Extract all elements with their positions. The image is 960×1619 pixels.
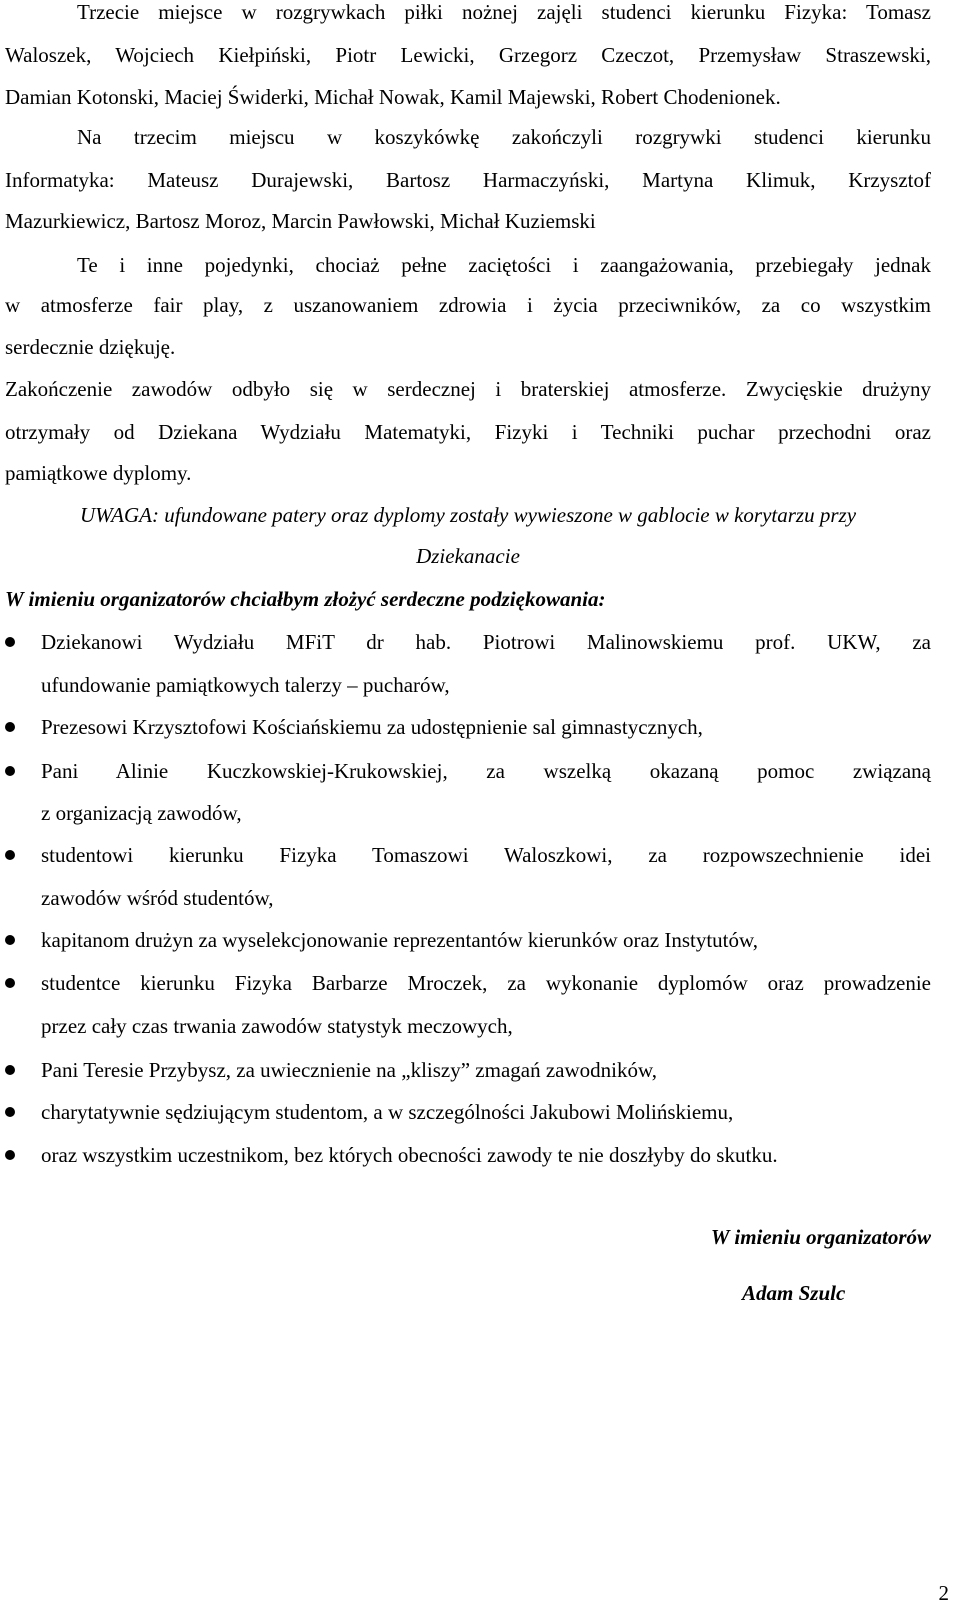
thanks-item-3-line-1: Pani Alinie Kuczkowskiej-Krukowskiej, za wszelką okazaną pomoc związaną	[41, 759, 931, 783]
thanks-item-6-line-1: studentce kierunku Fizyka Barbarze Mroczek, za wykonanie dyplomów oraz prowadzenie	[41, 971, 931, 995]
bullet-icon	[5, 1065, 15, 1075]
paragraph-3-line-1: Te i inne pojedynki, chociaż pełne zaciętości i zaangażowania, przebiegały jednak	[77, 253, 931, 277]
paragraph-1-line-2: Waloszek, Wojciech Kiełpiński, Piotr Lewicki, Grzegorz Czeczot, Przemysław Straszewski,	[5, 43, 931, 67]
thanks-item-8-line-1: charytatywnie sędziującym studentom, a w szczególności Jakubowi Molińskiemu,	[41, 1100, 734, 1124]
bullet-icon	[5, 1150, 15, 1160]
thanks-item-2-line-1: Prezesowi Krzysztofowi Kościańskiemu za udostępnienie sal gimnastycznych,	[41, 715, 703, 739]
paragraph-2-line-1: Na trzecim miejscu w koszykówkę zakończyli rozgrywki studenci kierunku	[77, 125, 931, 149]
paragraph-2-line-2: Informatyka: Mateusz Durajewski, Bartosz Harmaczyński, Martyna Klimuk, Krzysztof	[5, 168, 931, 192]
thanks-item-1-line-1: Dziekanowi Wydziału MFiT dr hab. Piotrowi Malinowskiemu prof. UKW, za	[41, 630, 931, 654]
bullet-icon	[5, 766, 15, 776]
thanks-item-1-line-2: ufundowanie pamiątkowych talerzy – pucharów,	[41, 673, 450, 697]
paragraph-3-line-2: w atmosferze fair play, z uszanowaniem zdrowia i życia przeciwników, za co wszystkim	[5, 293, 931, 317]
thanks-item-4-line-1: studentowi kierunku Fizyka Tomaszowi Waloszkowi, za rozpowszechnienie idei	[41, 843, 931, 867]
paragraph-3-line-3: serdecznie dziękuję.	[5, 335, 176, 359]
bullet-icon	[5, 637, 15, 647]
page-number: 2	[938, 1581, 949, 1605]
bullet-icon	[5, 1107, 15, 1117]
bullet-icon	[5, 978, 15, 988]
paragraph-4-line-2: otrzymały od Dziekana Wydziału Matematyki, Fizyki i Techniki puchar przechodni oraz	[5, 420, 931, 444]
signature-name: Adam Szulc	[742, 1281, 846, 1305]
thanks-item-7-line-1: Pani Teresie Przybysz, za uwiecznienie na „kliszy” zmagań zawodników,	[41, 1058, 658, 1082]
thanks-item-4-line-2: zawodów wśród studentów,	[41, 886, 274, 910]
paragraph-4-line-3: pamiątkowe dyplomy.	[5, 461, 192, 485]
bullet-icon	[5, 722, 15, 732]
thanks-item-6-line-2: przez cały czas trwania zawodów statystyk meczowych,	[41, 1014, 513, 1038]
bullet-icon	[5, 850, 15, 860]
bullet-icon	[5, 935, 15, 945]
paragraph-4-line-1: Zakończenie zawodów odbyło się w serdecznej i braterskiej atmosferze. Zwycięskie drużyny	[5, 377, 931, 401]
signature-line: W imieniu organizatorów	[710, 1225, 931, 1249]
notice-line-2: Dziekanacie	[416, 544, 520, 568]
notice-line-1: UWAGA: ufundowane patery oraz dyplomy zostały wywieszone w gablocie w korytarzu przy	[79, 503, 857, 527]
paragraph-1-line-1: Trzecie miejsce w rozgrywkach piłki nożnej zajęli studenci kierunku Fizyka: Tomasz	[77, 0, 931, 24]
thanks-item-5-line-1: kapitanom drużyn za wyselekcjonowanie reprezentantów kierunków oraz Instytutów,	[41, 928, 759, 952]
paragraph-2-line-3: Mazurkiewicz, Bartosz Moroz, Marcin Pawłowski, Michał Kuziemski	[5, 209, 596, 233]
thanks-heading: W imieniu organizatorów chciałbym złożyć serdeczne podziękowania:	[5, 587, 606, 611]
thanks-item-9-line-1: oraz wszystkim uczestnikom, bez których obecności zawody te nie doszłyby do skutku.	[41, 1143, 778, 1167]
paragraph-1-line-3: Damian Kotonski, Maciej Świderki, Michał Nowak, Kamil Majewski, Robert Chodenionek.	[5, 85, 781, 109]
thanks-item-3-line-2: z organizacją zawodów,	[41, 801, 242, 825]
